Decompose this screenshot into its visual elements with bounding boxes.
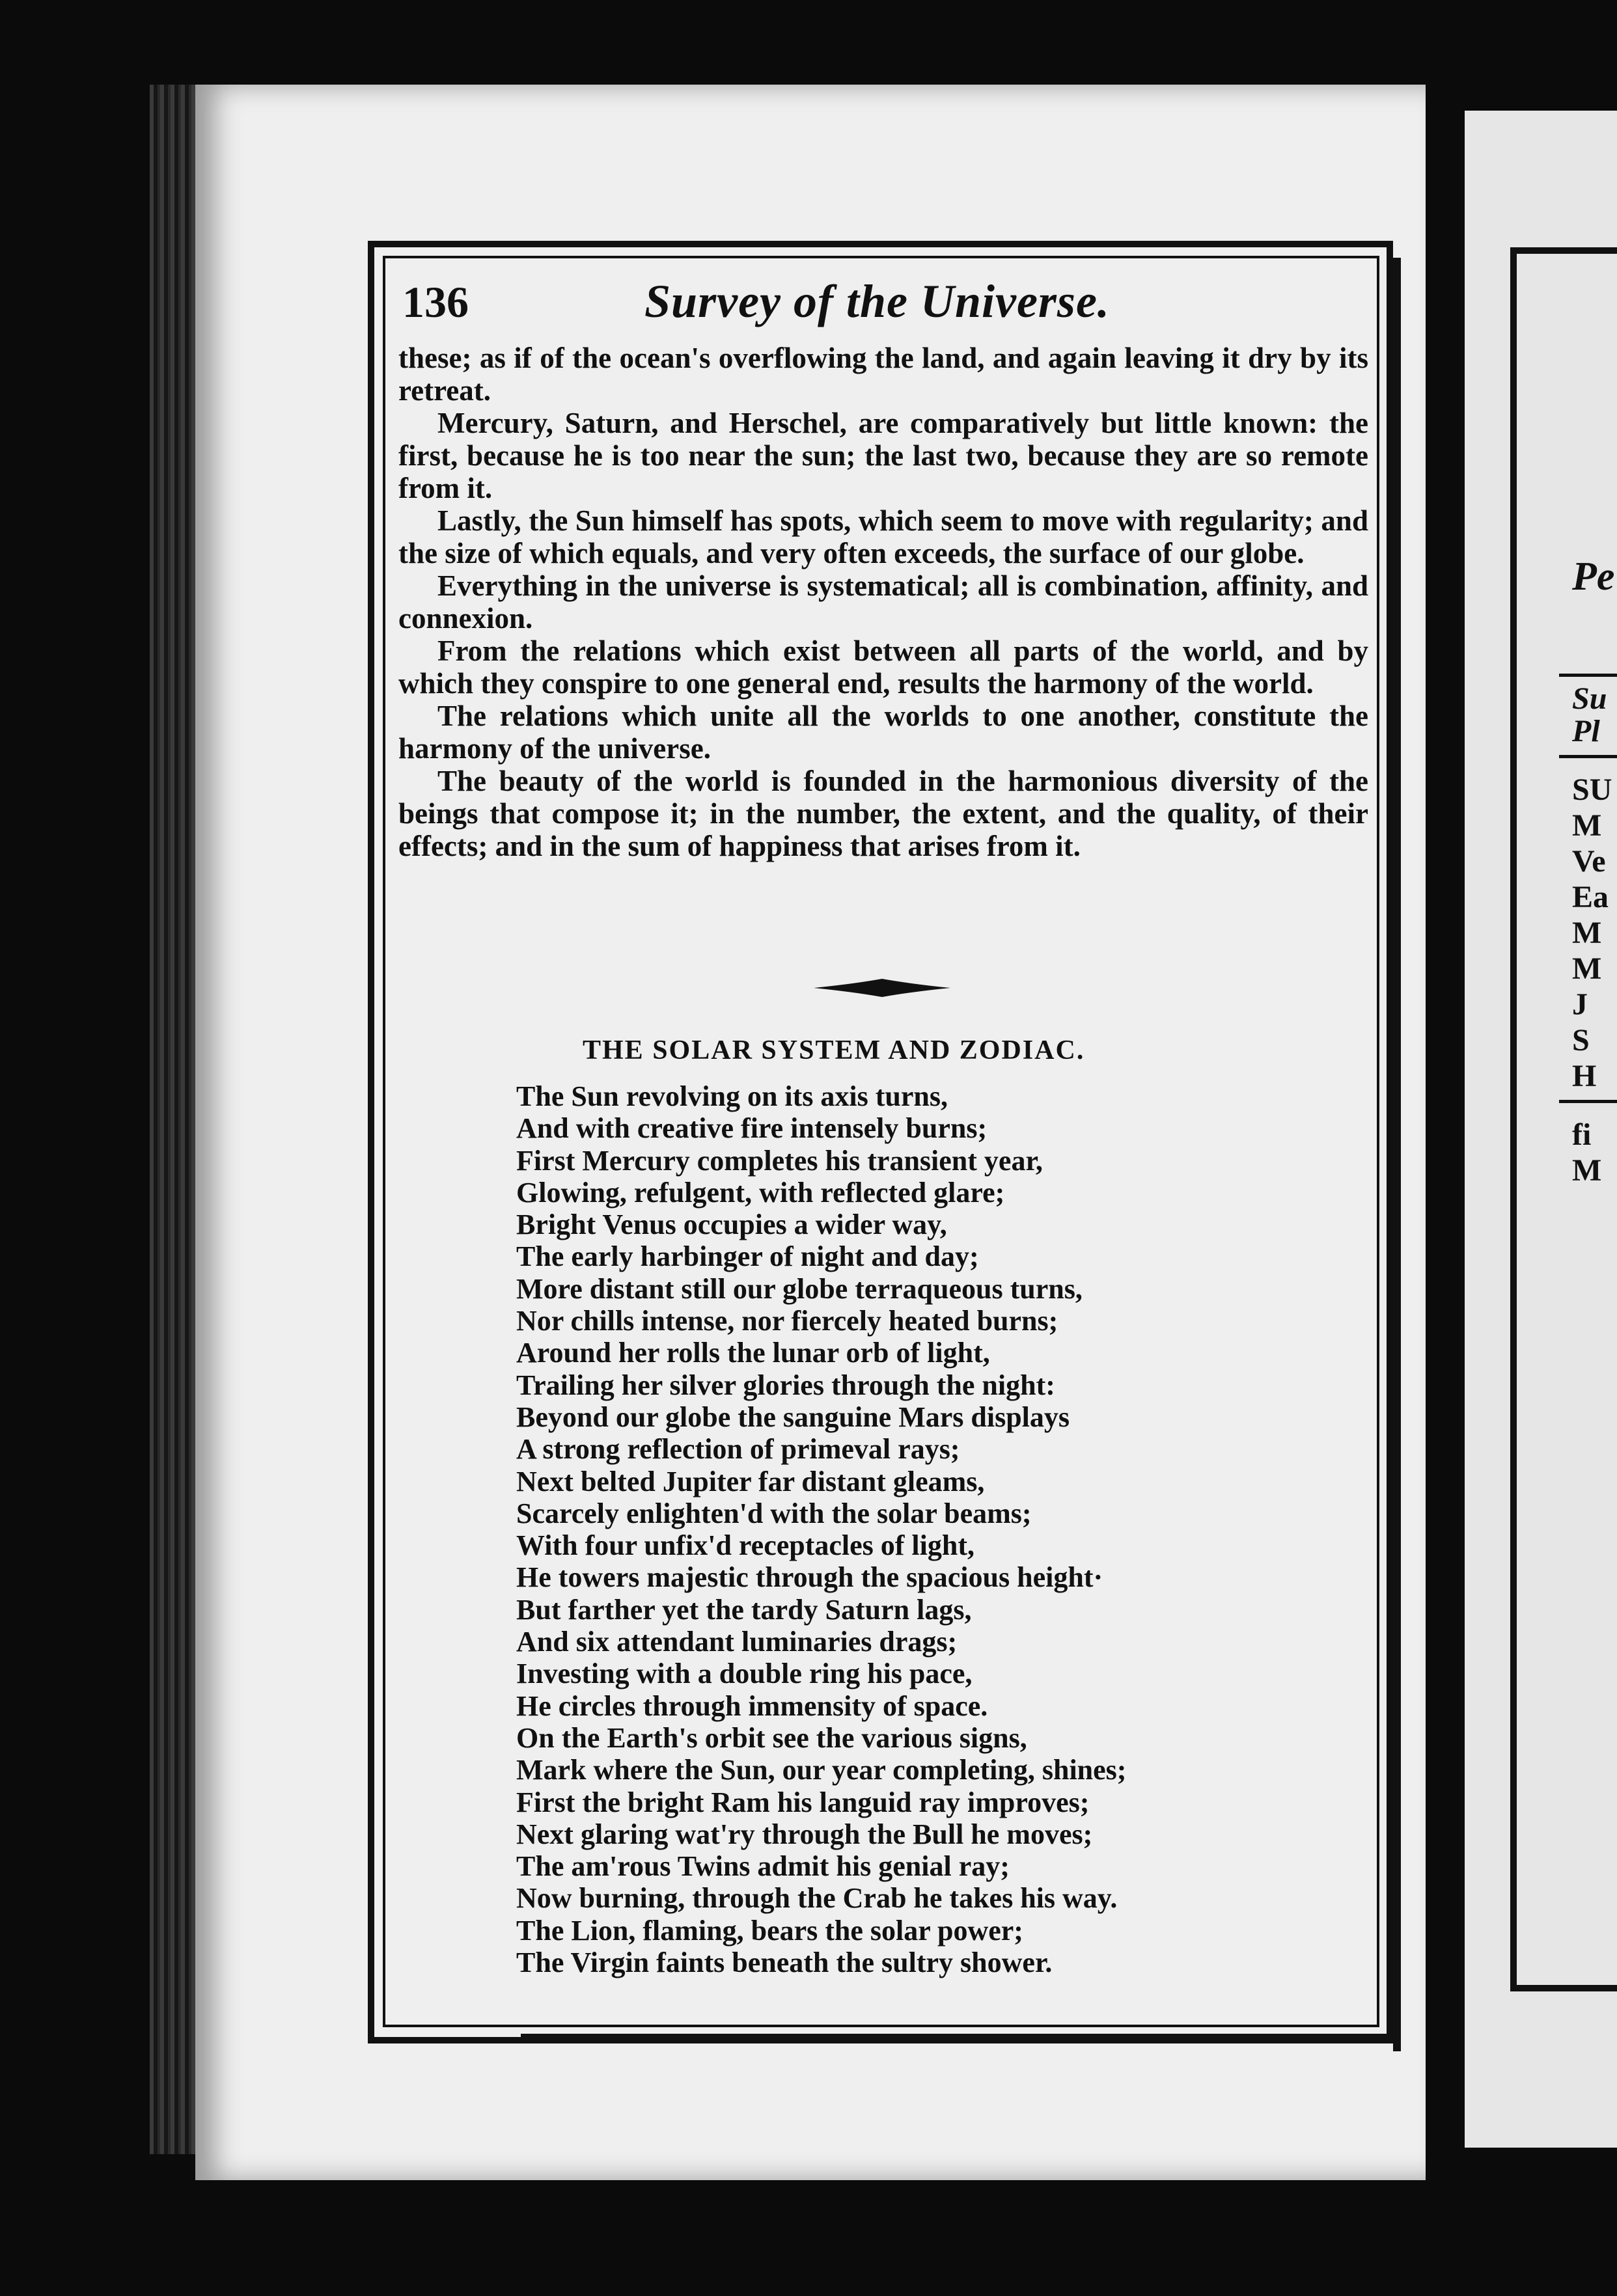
poem-line: On the Earth's orbit see the various signs, [516, 1721, 1027, 1754]
running-head: Survey of the Universe. [644, 275, 1110, 327]
poem-line: More distant still our globe terraqueous turns, [516, 1272, 1083, 1305]
poem-line: He towers majestic through the spacious height· [516, 1561, 1103, 1594]
facing-letter: M [1572, 916, 1602, 950]
facing-letter: M [1572, 951, 1602, 986]
page-number: 136 [402, 277, 469, 327]
paragraph: From the relations which exist between all parts of the world, and by which they conspire to one general end, results the harmony of the world. [398, 635, 1368, 700]
poem-line: Trailing her silver glories through the night: [516, 1369, 1055, 1401]
poem-line: First the bright Ram his languid ray improves; [516, 1786, 1090, 1818]
facing-letter: SU [1572, 772, 1612, 807]
poem-line: A strong reflection of primeval rays; [516, 1433, 960, 1466]
facing-footer-1: fi [1572, 1117, 1592, 1152]
section-title: THE SOLAR SYSTEM AND ZODIAC. [583, 1035, 1085, 1065]
facing-rule [1559, 1100, 1617, 1103]
poem-line: The early harbinger of night and day; [516, 1240, 979, 1273]
poem-line: The Sun revolving on its axis turns, [516, 1080, 948, 1112]
poem-line: Scarcely enlighten'd with the solar beams; [516, 1497, 1032, 1529]
poem-line: Mark where the Sun, our year completing, shines; [516, 1754, 1127, 1786]
facing-footer-2: M [1572, 1153, 1602, 1188]
poem-line: But farther yet the tardy Saturn lags, [516, 1593, 972, 1626]
facing-letter: Ve [1572, 844, 1606, 879]
prose-block [398, 342, 1368, 862]
paragraph: Lastly, the Sun himself has spots, which seem to move with regularity; and the size of which equals, and very often exceeds, the surface of our globe. [398, 504, 1368, 569]
poem-line: And with creative fire intensely burns; [516, 1112, 988, 1145]
poem-line: Next glaring wat'ry through the Bull he moves; [516, 1818, 1093, 1850]
poem-line: Next belted Jupiter far distant gleams, [516, 1465, 985, 1497]
poem-line: With four unfix'd receptacles of light, [516, 1529, 974, 1562]
border-shadow [521, 2034, 1401, 2042]
poem-line: Now burning, through the Crab he takes his way. [516, 1882, 1118, 1915]
poem-line: The Virgin faints beneath the sultry shower. [516, 1947, 1053, 1979]
poem-line: Investing with a double ring his pace, [516, 1658, 973, 1690]
facing-heading-fragment: Pe [1572, 554, 1615, 599]
facing-rule [1559, 755, 1617, 758]
facing-letter: H [1572, 1059, 1597, 1093]
poem-line: The Lion, flaming, bears the solar power; [516, 1914, 1023, 1947]
poem-line: The am'rous Twins admit his genial ray; [516, 1850, 1010, 1883]
poem-line: Glowing, refulgent, with reflected glare; [516, 1176, 1005, 1209]
poem-line: And six attendant luminaries drags; [516, 1626, 958, 1658]
facing-letter: Ea [1572, 880, 1609, 914]
facing-letter: M [1572, 808, 1602, 843]
poem [516, 1080, 1362, 1978]
paragraph: The beauty of the world is founded in the harmonious diversity of the beings that compose it; in the number, the extent, and the quality, of their effects; and in the sum of happiness that arises from it. [398, 765, 1368, 862]
poem-line: Bright Venus occupies a wider way, [516, 1209, 947, 1241]
facing-rule [1559, 674, 1617, 677]
poem-line: Around her rolls the lunar orb of light, [516, 1337, 990, 1369]
poem-line: He circles through immensity of space. [516, 1689, 988, 1722]
poem-line: Beyond our globe the sanguine Mars displays [516, 1401, 1070, 1433]
ornamental-divider [814, 976, 950, 1000]
poem-line: First Mercury completes his transient year, [516, 1144, 1043, 1177]
facing-letter: J [1572, 987, 1588, 1022]
paragraph: Mercury, Saturn, and Herschel, are comparatively but little known: the first, because he is too near the sun; the last two, because they are so remote from it. [398, 407, 1368, 504]
paragraph: The relations which unite all the worlds to one another, constitute the harmony of the universe. [398, 700, 1368, 765]
paragraph: Everything in the universe is systematical; all is combination, affinity, and connexion. [398, 569, 1368, 635]
facing-subheading-1: Su [1572, 681, 1607, 716]
right-page-frame [1510, 247, 1617, 1991]
poem-line: Nor chills intense, nor fiercely heated burns; [516, 1305, 1058, 1337]
paragraph: these; as if of the ocean's overflowing the land, and again leaving it dry by its retreat. [398, 342, 1368, 407]
facing-letter: S [1572, 1023, 1590, 1058]
facing-subheading-2: Pl [1572, 714, 1600, 748]
